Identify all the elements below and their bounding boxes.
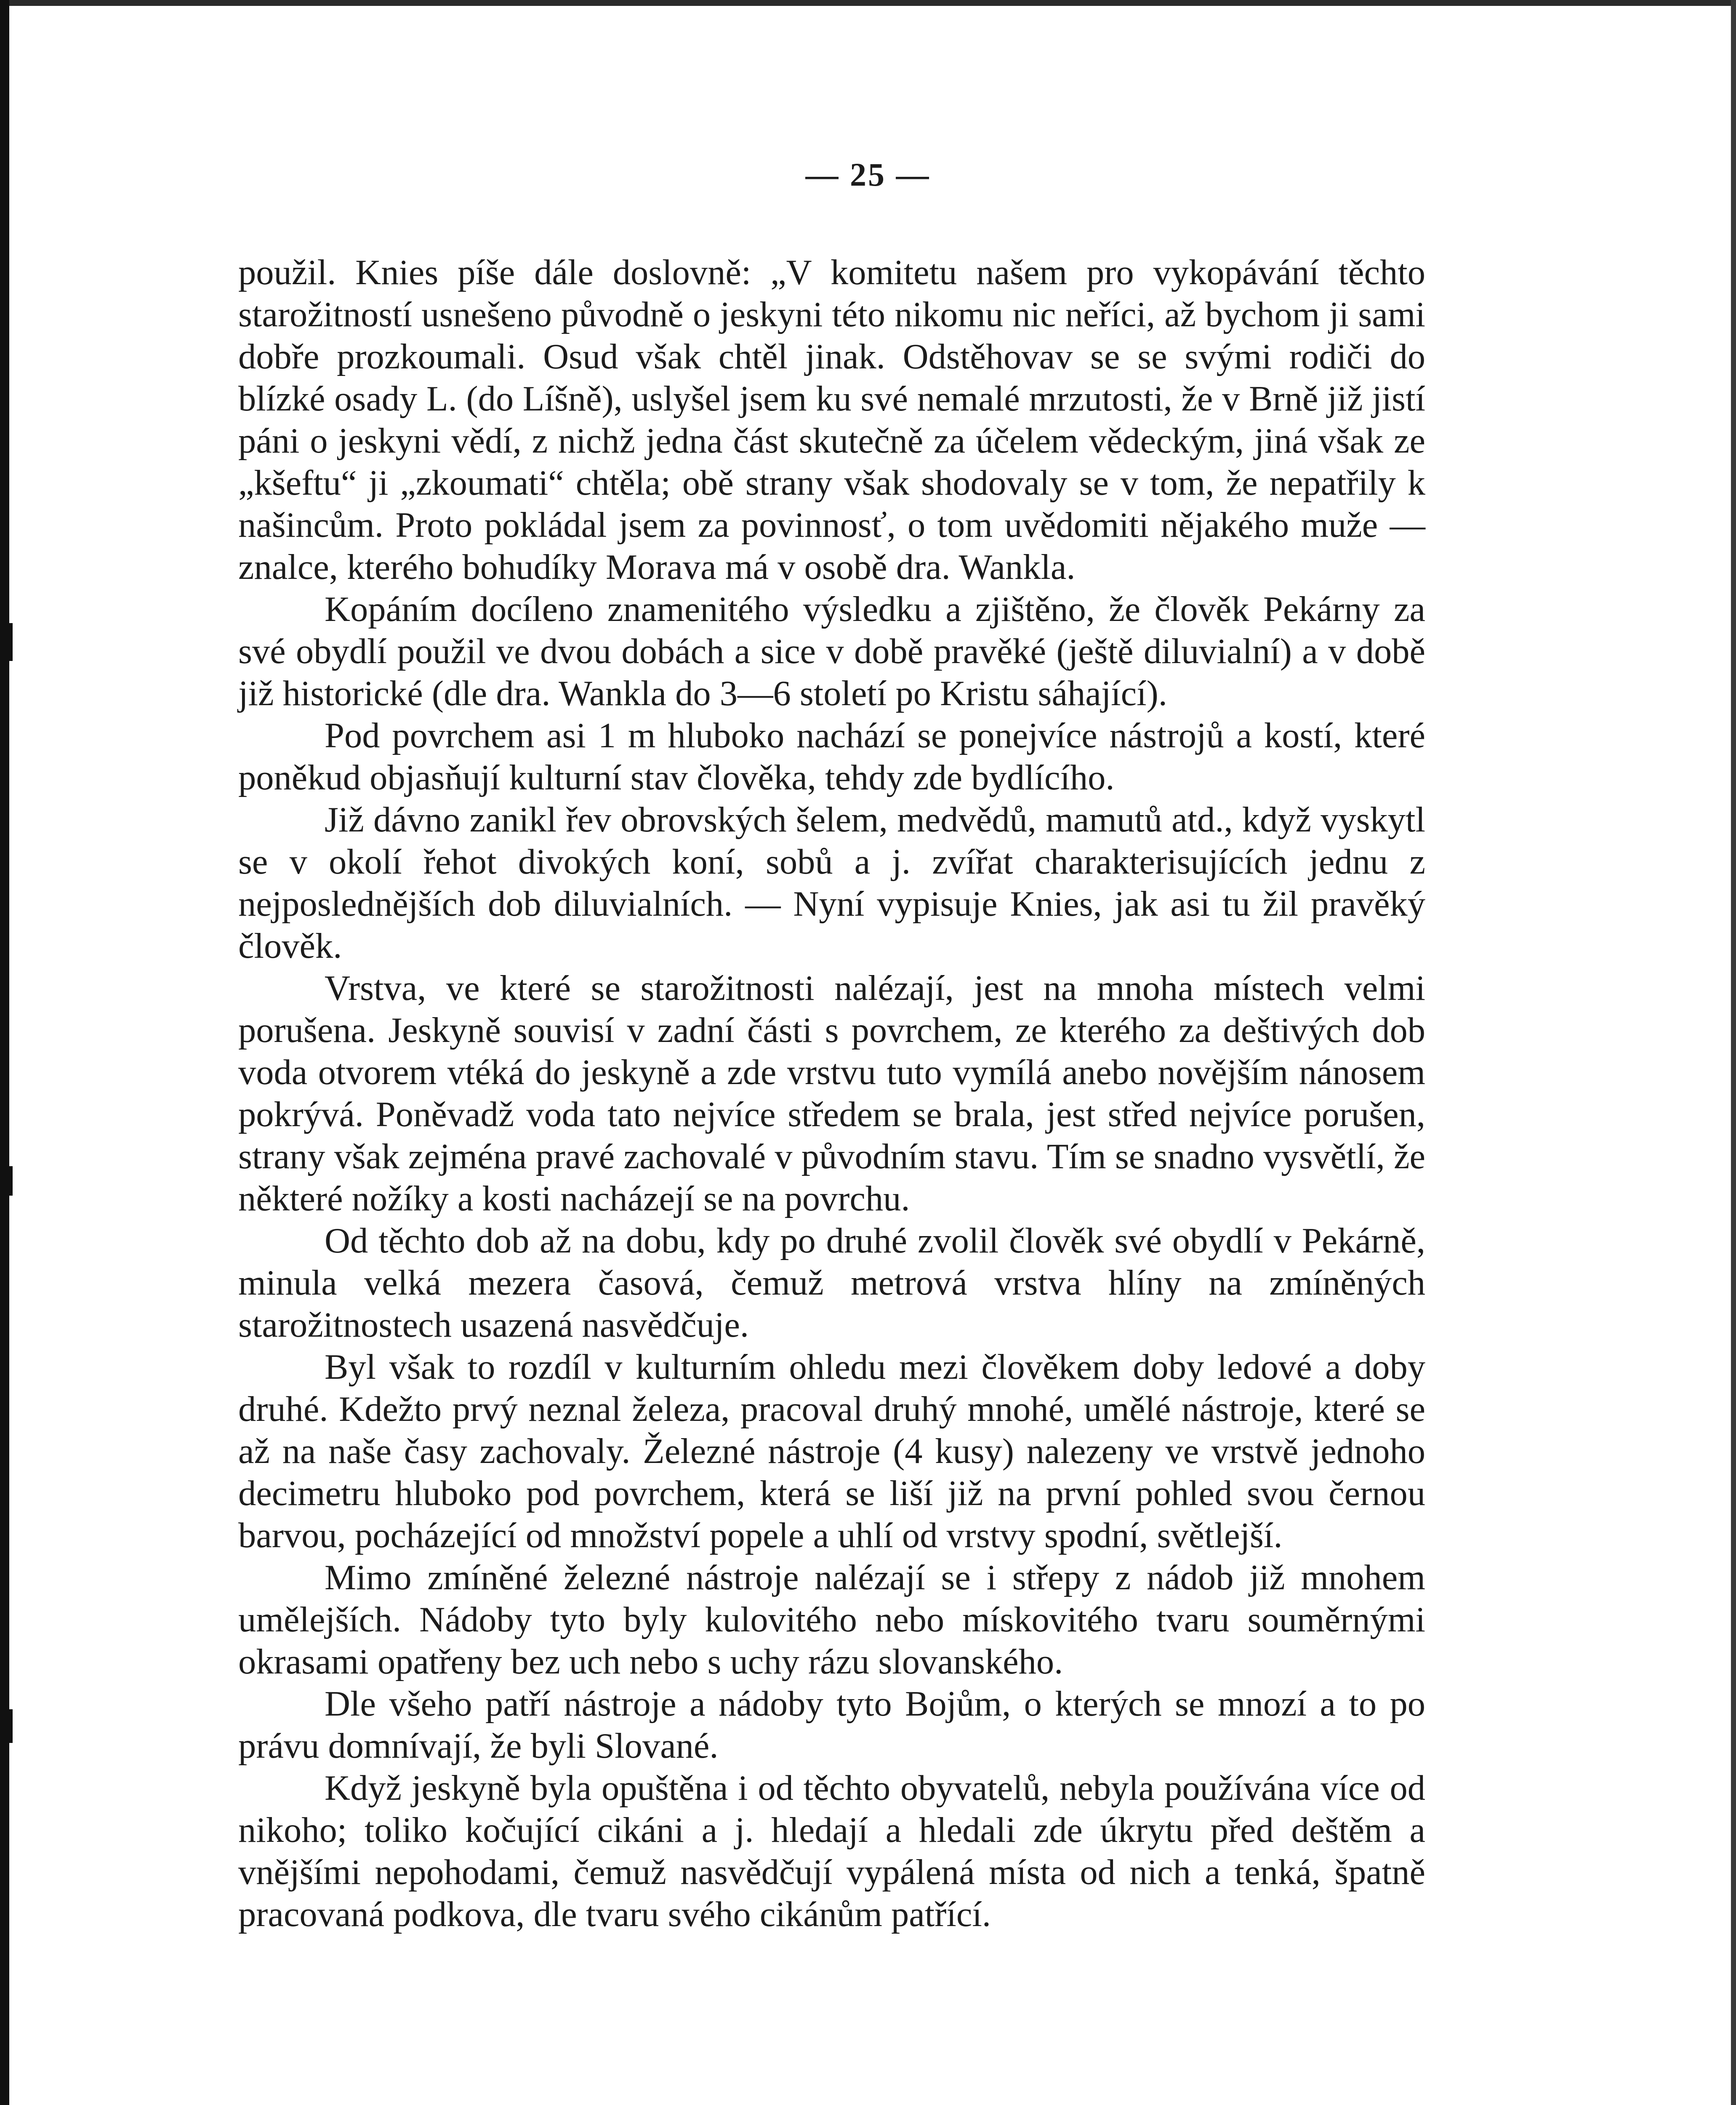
scan-border-left: [0, 0, 9, 2105]
paragraph: Dle všeho patří nástroje a nádoby tyto Bojům, o kterých se mnozí a to po právu domnívají, že byli Slované.: [238, 1684, 1425, 1766]
paragraph: Když jeskyně byla opuštěna i od těchto obyvatelů, nebyla používána více od nikoho; toliko kočující cikáni a j. hledají a hledali zde úkrytu před deštěm a vnějšími nepohodami, čemuž nasvědčují vypálená místa od nich a tenká, špatně pracovaná podkova, dle tvaru svého cikánům patřící.: [238, 1769, 1425, 1934]
page-number: — 25 —: [805, 156, 931, 193]
paragraph: Kopáním docíleno znamenitého výsledku a zjištěno, že člověk Pekárny za své obydlí použil ve dvou dobách a sice v době pravěké (ještě diluvialní) a v době již historické (dle dra. Wankla do 3—6 století po Kristu sáhající).: [238, 590, 1425, 713]
scan-border-top: [0, 0, 1736, 6]
scan-border-right: [1731, 0, 1736, 2105]
paragraph: Již dávno zanikl řev obrovských šelem, medvědů, mamutů atd., když vyskytl se v okolí řehot divokých koní, sobů a j. zvířat charakterisujících jednu z nejposlednějších dob diluvialních. — Nyní vypisuje Knies, jak asi tu žil pravěký člověk.: [238, 800, 1425, 966]
scan-artifact: [9, 1709, 13, 1743]
paragraph: Byl však to rozdíl v kulturním ohledu mezi člověkem doby ledové a doby druhé. Kdežto prvý neznal železa, pracoval druhý mnohé, umělé nástroje, které se až na naše časy zachovaly. Železné nástroje (4 kusy) nalezeny ve vrstvě jednoho decimetru hluboko pod povrchem, která se liší již na první pohled svou černou barvou, pocházející od množství popele a uhlí od vrstvy spodní, světlejší.: [238, 1348, 1425, 1555]
scan-artifact: [9, 1166, 13, 1196]
paragraph: Mimo zmíněné železné nástroje nalézají se i střepy z nádob již mnohem umělejších. Nádoby tyto byly kulovitého nebo mískovitého tvaru souměrnými okrasami opatřeny bez uch nebo s uchy rázu slovanského.: [238, 1558, 1425, 1681]
paragraph: Pod povrchem asi 1 m hluboko nachází se ponejvíce nástrojů a kostí, které poněkud objasňují kulturní stav člověka, tehdy zde bydlícího.: [238, 716, 1425, 797]
body-text: [238, 252, 1425, 1936]
paragraph: Vrstva, ve které se starožitnosti nalézají, jest na mnoha místech velmi porušena. Jeskyně souvisí v zadní části s povrchem, ze kterého za deštivých dob voda otvorem vtéká do jeskyně a zde vrstvu tuto vymílá anebo novějším nánosem pokrývá. Poněvadž voda tato nejvíce středem se brala, jest střed nejvíce porušen, strany však zejména pravé zachovalé v původním stavu. Tím se snadno vysvětlí, že některé nožíky a kosti nacházejí se na povrchu.: [238, 969, 1425, 1218]
scan-artifact: [9, 623, 13, 661]
paragraph: použil. Knies píše dále doslovně: „V komitetu našem pro vykopávání těchto starožitností usnešeno původně o jeskyni této nikomu nic neříci, až bychom ji sami dobře prozkoumali. Osud však chtěl jinak. Odstěhovav se se svými rodiči do blízké osady L. (do Líšně), uslyšel jsem ku své nemalé mrzutosti, že v Brně již jistí páni o jeskyni vědí, z nichž jedna část skutečně za účelem vědeckým, jiná však ze „kšeftu“ ji „zkoumati“ chtěla; obě strany však shodovaly se v tom, že nepatřily k našincům. Proto pokládal jsem za povinnosť, o tom uvědomiti nějakého muže — znalce, kterého bohudíky Morava má v osobě dra. Wankla.: [238, 253, 1425, 587]
paragraph: Od těchto dob až na dobu, kdy po druhé zvolil člověk své obydlí v Pekárně, minula velká mezera časová, čemuž metrová vrstva hlíny na zmíněných starožitnostech usazená nasvědčuje.: [238, 1221, 1425, 1345]
